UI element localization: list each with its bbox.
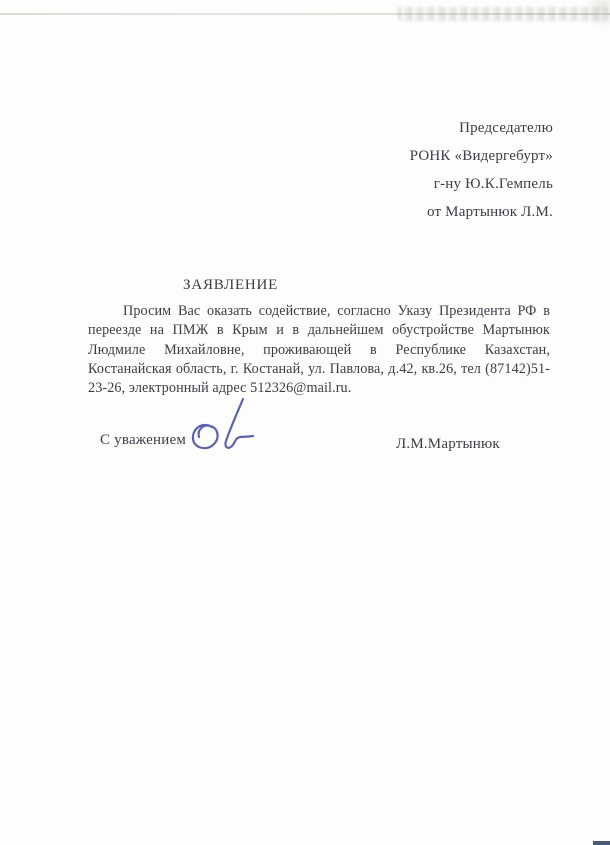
- recipient-line: г-ну Ю.К.Гемпель: [433, 176, 553, 192]
- body-paragraph: Просим Вас оказать содействие, согласно Указу Президента РФ в переезде на ПМЖ в Крым и в дальнейшем обустройстве Мартынюк Людмиле Михайловне, проживающей в Республике Казахстан, Костанайская область, г. Костанай, ул. Павлова, д.42, кв.26, тел (87142)51-23-26, электронный адрес 512326@mail.ru.: [88, 303, 550, 397]
- handwritten-signature: [185, 393, 265, 458]
- sender-line: от Мартынюк Л.М.: [426, 204, 553, 220]
- signatory-name: Л.М.Мартынюк: [396, 436, 500, 452]
- signoff-label: С уважением: [100, 432, 187, 448]
- corner-mark: [593, 841, 610, 845]
- signature-stroke-loop: [193, 425, 218, 448]
- recipient-line: Председателю: [459, 120, 553, 136]
- corner-mark-rect: [593, 841, 610, 845]
- scan-smudge: [398, 7, 608, 21]
- recipient-block: [410, 114, 553, 226]
- document-title: ЗАЯВЛЕНИЕ: [183, 277, 279, 293]
- recipient-line: РОНК «Видергебурт»: [409, 148, 553, 164]
- signature-stroke-tall: [225, 399, 253, 448]
- corner-shadow: [586, 0, 610, 30]
